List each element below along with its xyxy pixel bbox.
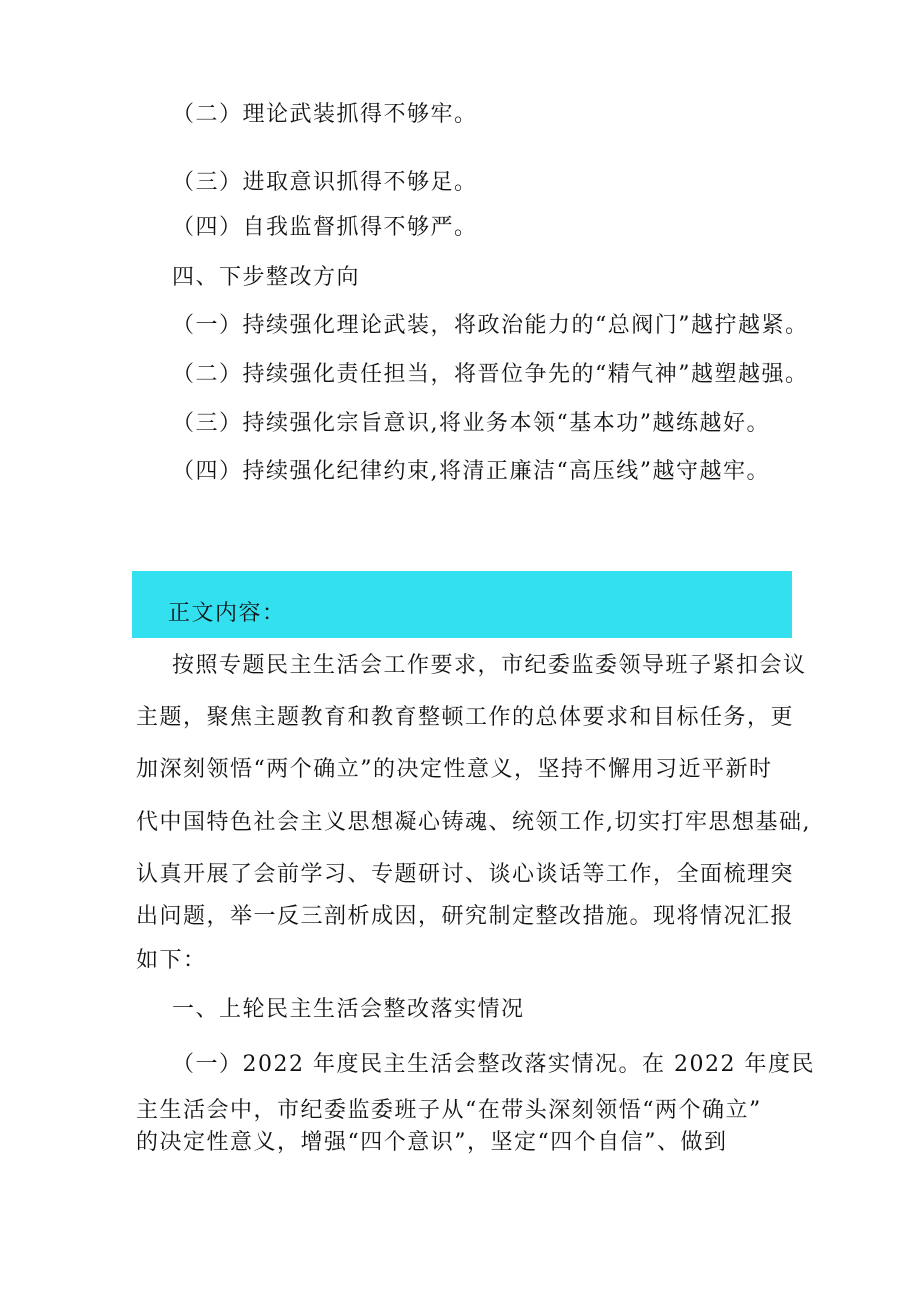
banner-label: 正文内容： <box>168 601 286 626</box>
content-banner <box>132 571 792 638</box>
body-line-4: 代中国特色社会主义思想凝心铸魂、统领工作,切实打牢思想基础, <box>136 810 811 835</box>
body-line-1: 按照专题民主生活会工作要求，市纪委监委领导班子紧扣会议 <box>172 653 807 678</box>
section-four-heading: 四、下步整改方向 <box>172 265 361 290</box>
section-one-line-3: 的决定性意义，增强“四个意识”，坚定“四个自信”、做到 <box>136 1130 728 1155</box>
body-line-7: 如下： <box>136 948 207 973</box>
section-one-line-2: 主生活会中，市纪委监委班子从“在带头深刻领悟“两个确立” <box>136 1098 762 1123</box>
section-four-item-4: （四）持续强化纪律约束,将清正廉洁“高压线”越守越牢。 <box>172 459 770 484</box>
section-four-item-2: （二）持续强化责任担当，将晋位争先的“精气神”越塑越强。 <box>172 362 809 387</box>
list-item-3: （三）进取意识抓得不够足。 <box>172 170 478 195</box>
body-line-6: 出问题，举一反三剖析成因，研究制定整改措施。现将情况汇报 <box>136 904 795 929</box>
list-item-4: （四）自我监督抓得不够严。 <box>172 215 478 240</box>
section-four-item-1: （一）持续强化理论武装，将政治能力的“总阀门”越拧越紧。 <box>172 313 809 338</box>
list-item-2: （二）理论武装抓得不够牢。 <box>172 102 478 127</box>
section-one-heading: 一、上轮民主生活会整改落实情况 <box>172 997 525 1022</box>
body-line-3: 加深刻领悟“两个确立”的决定性意义，坚持不懈用习近平新时 <box>136 757 773 782</box>
body-line-5: 认真开展了会前学习、专题研讨、谈心谈话等工作，全面梳理突 <box>136 862 795 887</box>
body-line-2: 主题，聚焦主题教育和教育整顿工作的总体要求和目标任务，更 <box>136 705 795 730</box>
section-four-item-3: （三）持续强化宗旨意识,将业务本领“基本功”越练越好。 <box>172 411 770 436</box>
section-one-line-1: （一）2022 年度民主生活会整改落实情况。在 2022 年度民 <box>172 1052 815 1077</box>
